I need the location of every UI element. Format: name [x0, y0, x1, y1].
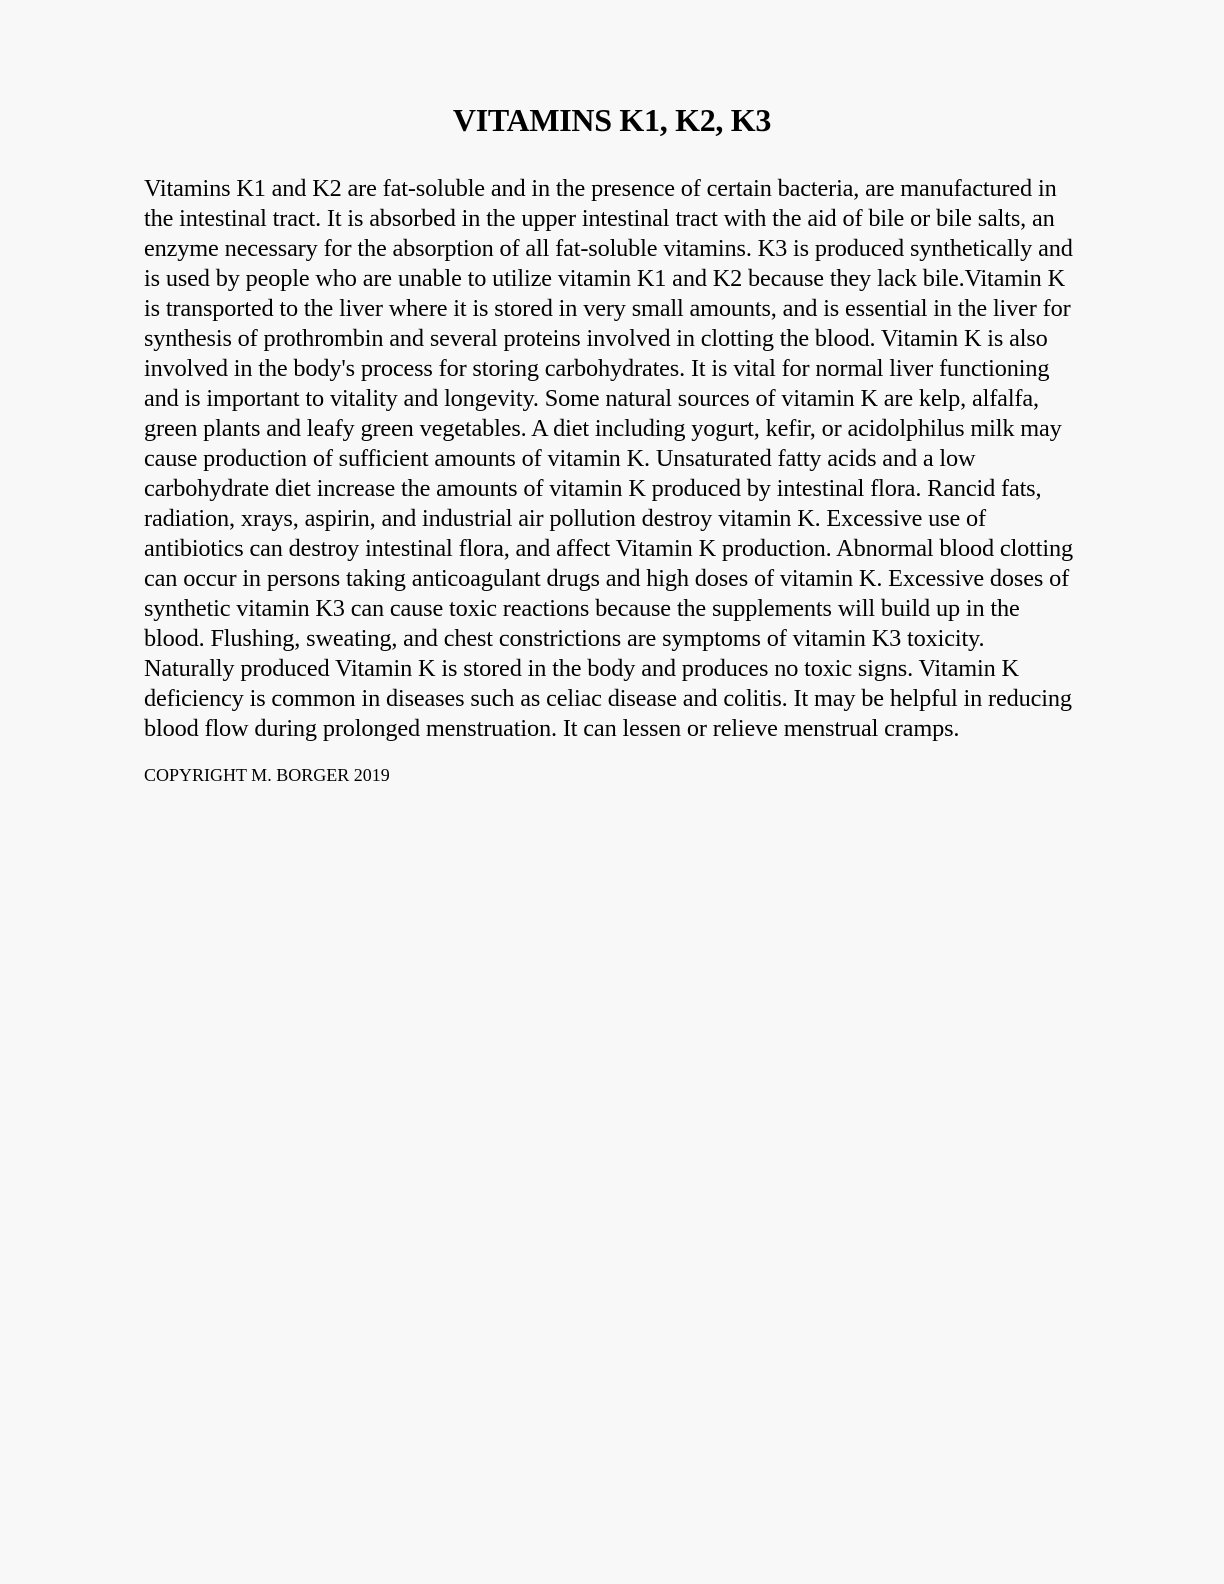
body-paragraph: Vitamins K1 and K2 are fat-soluble and in the presence of certain bacteria, are manufactured in the intestinal tract. It is absorbed in the upper intestinal tract with the aid of bile or bile salts, an enzyme necessary for the absorption of all fat-soluble vitamins. K3 is produced synthetically and is used by people who are unable to utilize vitamin K1 and K2 because they lack bile.Vitamin K is transported to the liver where it is stored in very small amounts, and is essential in the liver for synthesis of prothrombin and several proteins involved in clotting the blood. Vitamin K is also involved in the body's process for storing carbohydrates. It is vital for normal liver functioning and is important to vitality and longevity. Some natural sources of vitamin K are kelp, alfalfa, green plants and leafy green vegetables. A diet including yogurt, kefir, or acidolphilus milk may cause production of sufficient amounts of vitamin K. Unsaturated fatty acids and a low carbohydrate diet increase the amounts of vitamin K produced by intestinal flora. Rancid fats, radiation, xrays, aspirin, and industrial air pollution destroy vitamin K. Excessive use of antibiotics can destroy intestinal flora, and affect Vitamin K production. Abnormal blood clotting can occur in persons taking anticoagulant drugs and high doses of vitamin K. Excessive doses of synthetic vitamin K3 can cause toxic reactions because the supplements will build up in the blood. Flushing, sweating, and chest constrictions are symptoms of vitamin K3 toxicity. Naturally produced Vitamin K is stored in the body and produces no toxic signs. Vitamin K deficiency is common in diseases such as celiac disease and colitis. It may be helpful in reducing blood flow during prolonged menstruation. It can lessen or relieve menstrual cramps.	[144, 175, 1073, 742]
page-title: VITAMINS K1, K2, K3	[452, 102, 772, 138]
copyright-notice: COPYRIGHT M. BORGER 2019	[144, 765, 390, 785]
document-page	[144, 0, 1080, 786]
